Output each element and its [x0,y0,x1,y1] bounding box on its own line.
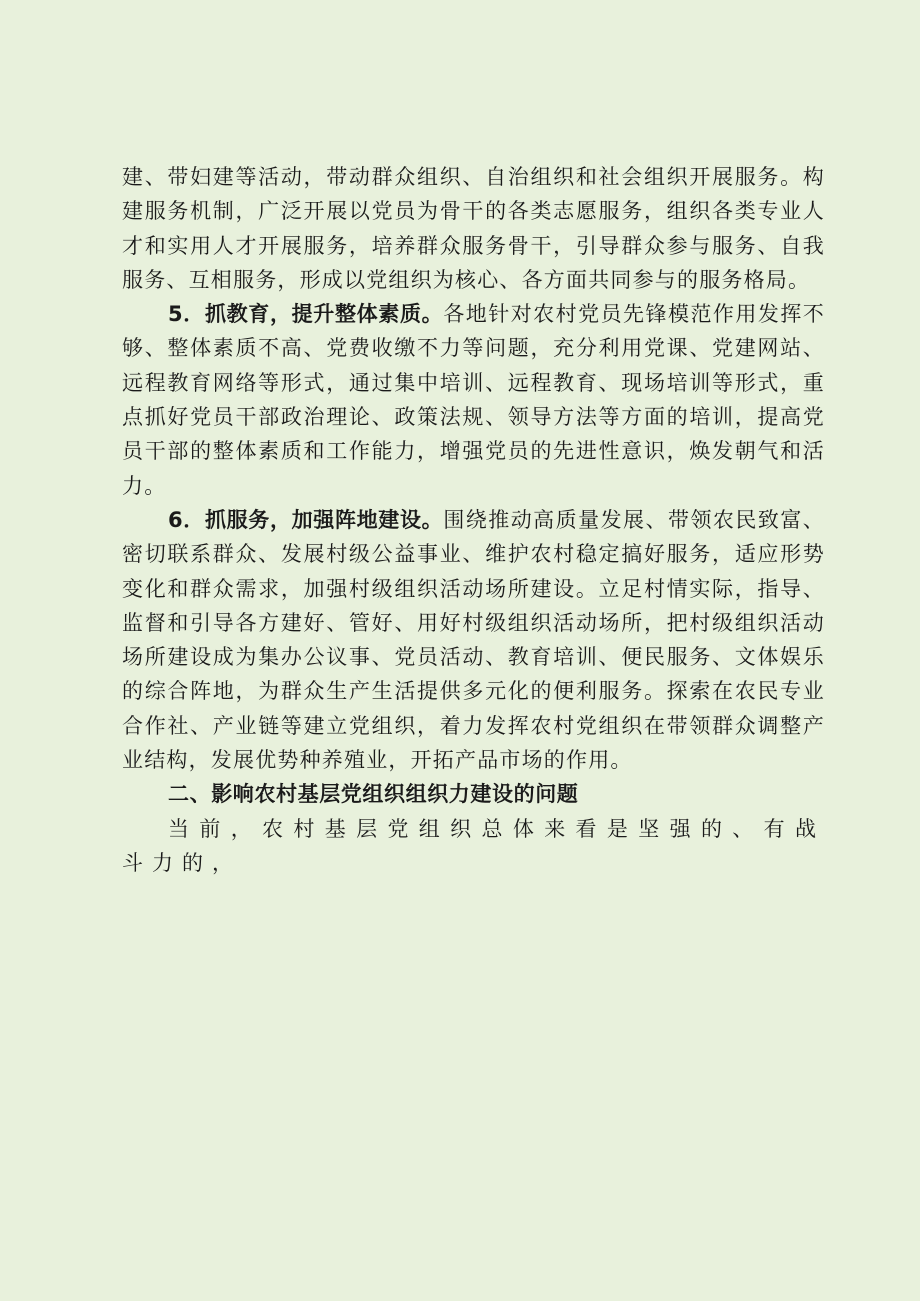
paragraph-service-position [122,503,825,777]
service-heading: 6．抓服务，加强阵地建设。 [168,507,444,532]
paragraph-service-pattern: 建、带妇建等活动，带动群众组织、自治组织和社会组织开展服务。构建服务机制，广泛开展以党员为骨干的各类志愿服务，组织各类专业人才和实用人才开展服务，培养群众服务骨干，引导群众参与服务、自我服务、互相服务，形成以党组织为核心、各方面共同参与的服务格局。 [122,165,825,292]
paragraph-education [122,297,825,503]
education-heading: 5．抓教育，提升整体素质。 [168,302,444,327]
paragraph-current-situation: 当前，农村基层党组织总体来看是坚强的、有战斗力的， [122,816,825,875]
section-heading-problems: 二、影响农村基层党组织组织力建设的问题 [168,782,579,807]
service-body: 围绕推动高质量发展、带领农民致富、密切联系群众、发展村级公益事业、维护农村稳定搞好服务，适应形势变化和群众需求，加强村级组织活动场所建设。立足村情实际，指导、监督和引导各方建好、管好、用好村级组织活动场所，把村级组织活动场所建设成为集办公议事、党员活动、教育培训、便民服务、文体娱乐的综合阵地，为群众生产生活提供多元化的便利服务。探索在农民专业合作社、产业链等建立党组织，着力发挥农村党组织在带领群众调整产业结构，发展优势种养殖业，开拓产品市场的作用。 [122,507,826,773]
education-body: 各地针对农村党员先锋模范作用发挥不够、整体素质不高、党费收缴不力等问题，充分利用党课、党建网站、远程教育网络等形式，通过集中培训、远程教育、现场培训等形式，重点抓好党员干部政治理论、政策法规、领导方法等方面的培训，提高党员干部的整体素质和工作能力，增强党员的先进性意识，焕发朝气和活力。 [122,302,826,498]
